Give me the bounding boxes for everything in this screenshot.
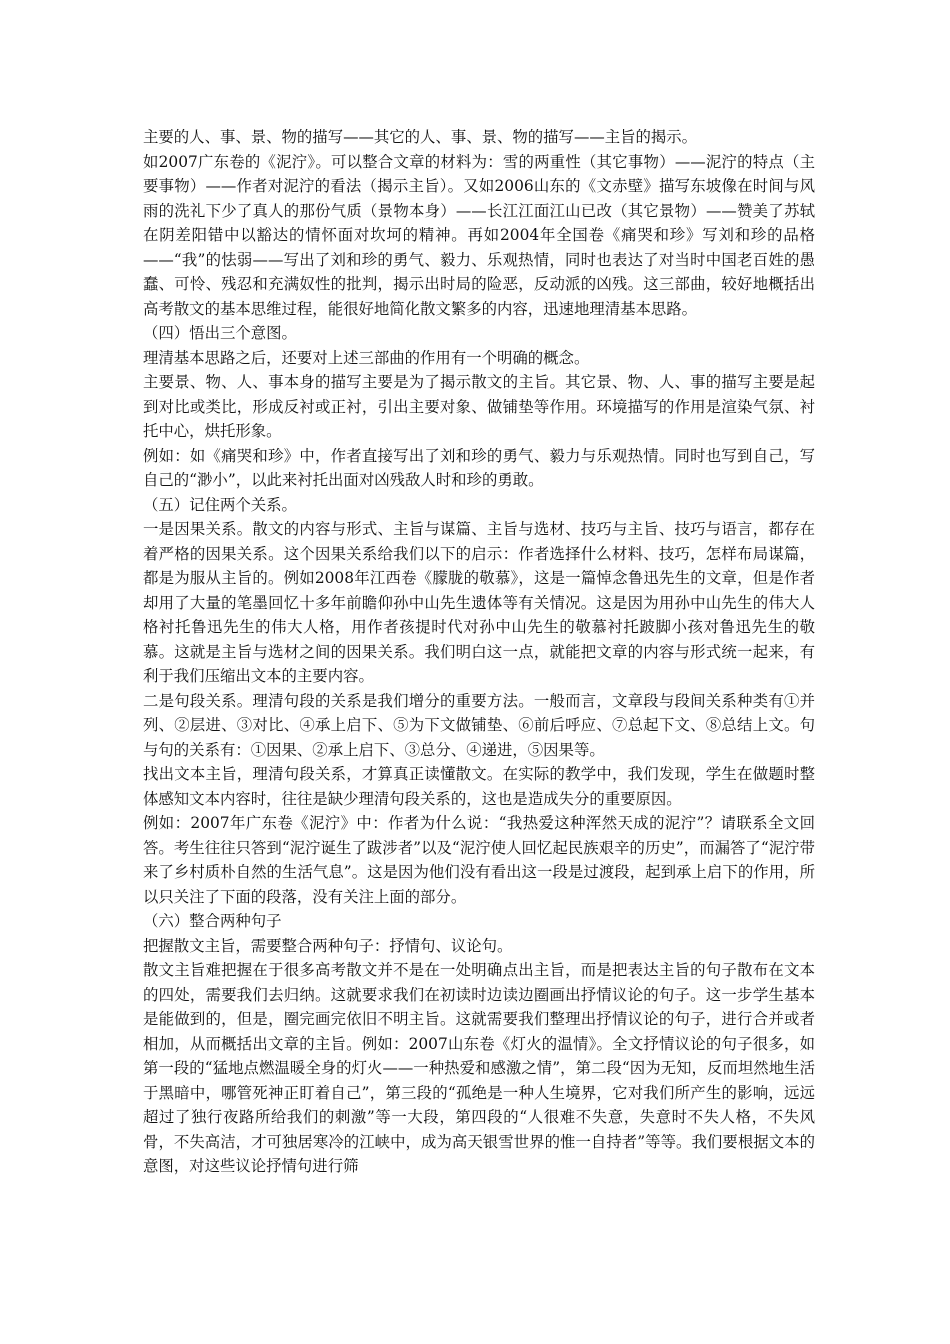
heading-section-six: （六）整合两种句子 <box>143 912 282 930</box>
paragraph-theme-integration: 散文主旨难把握在于很多高考散文并不是在一处明确点出主旨，而是把表达主旨的句子散布在文本的四处，需要我们去归纳。这就要求我们在初读时边读边圈画出抒情议论的句子。这一步学生基本是能做到的，但是，圈完画完依旧不明主旨。这就需要我们整理出抒情议论的句子，进行合并或者相加，从而概括出文章的主旨。例如：2007山东卷《灯火的温情》。全文抒情议论的句子很多，如第一段的“猛地点燃温暖全身的灯火——一种热爱和感激之情”，第二段“因为无知，反而坦然地生活于黑暗中，哪管死神正盯着自己”，第三段的“孤绝是一种人生境界，它对我们所产生的影响，远远超过了独行夜路所给我们的刺激”等一大段，第四段的“人很难不失意，失意时不失人格，不失风骨，不失高洁，才可独居寒冷的江峡中，成为高天银雪世界的惟一自持者”等等。我们要根据文本的意图，对这些议论抒情句进行筛 <box>143 961 815 1175</box>
heading-section-four: （四）悟出三个意图。 <box>143 324 297 342</box>
paragraph-structure-summary: 主要的人、事、景、物的描写——其它的人、事、景、物的描写——主旨的揭示。 <box>143 128 698 146</box>
paragraph-intro-six: 把握散文主旨，需要整合两种句子：抒情句、议论句。 <box>143 936 513 955</box>
document-body <box>143 125 815 1179</box>
heading-section-five: （五）记住两个关系。 <box>143 495 297 514</box>
paragraph-intro-four: 理清基本思路之后，还要对上述三部曲的作用有一个明确的概念。 <box>143 348 590 367</box>
paragraph-reading-advice: 找出文本主旨，理清句段关系，才算真正读懂散文。在实际的教学中，我们发现，学生在做题时整体感知文本内容时，往往是缺少理清句段关系的，这也是造成失分的重要原因。 <box>143 765 815 808</box>
paragraph-examples: 如2007广东卷的《泥泞》。可以整合文章的材料为：雪的两重性（其它事物）——泥泞的特点（主要事物）——作者对泥泞的看法（揭示主旨）。又如2006山东的《文赤壁》描写东坡像在时间与风雨的洗礼下少了真人的那份气质（景物本身）——长江江面江山已改（其它景物）——赞美了苏轼在阴差阳错中以豁达的情怀面对坎坷的精神。再如2004年全国卷《痛哭和珍》写刘和珍的品格——“我”的怯弱——写出了刘和珍的勇气、毅力、乐观热情，同时也表达了对当时中国老百姓的愚蠢、可怜、残忍和充满奴性的批判，揭示出时局的险恶，反动派的凶残。这三部曲，较好地概括出高考散文的基本思维过程，能很好地简化散文繁多的内容，迅速地理清基本思路。 <box>143 152 815 318</box>
paragraph-causal-relation: 一是因果关系。散文的内容与形式、主旨与谋篇、主旨与选材、技巧与主旨、技巧与语言，都存在着严格的因果关系。这个因果关系给我们以下的启示：作者选择什么材料、技巧，怎样布局谋篇，都是为服从主旨的。例如2008年江西卷《朦胧的敬慕》，这是一篇悼念鲁迅先生的文章，但是作者却用了大量的笔墨回忆十多年前瞻仰孙中山先生遗体等有关情况。这是因为用孙中山先生的伟大人格衬托鲁迅先生的伟大人格，用作者孩提时代对孙中山先生的敬慕衬托跛脚小孩对鲁迅先生的敬慕。这就是主旨与选材之间的因果关系。我们明白这一点，就能把文章的内容与形式统一起来，有利于我们压缩出文本的主要内容。 <box>143 520 815 685</box>
paragraph-example-five: 例如：2007年广东卷《泥泞》中：作者为什么说：“我热爱这种浑然天成的泥泞”？请联系全文回答。考生往往只答到“泥泞诞生了跋涉者”以及“泥泞使人回忆起民族艰辛的历史”，而漏答了“泥泞带来了乡村质朴自然的生活气息”。这是因为他们没有看出这一段是过渡段，起到承上启下的作用，所以只关注了下面的段落，没有关注上面的部分。 <box>143 814 815 906</box>
paragraph-description-roles: 主要景、物、人、事本身的描写主要是为了揭示散文的主旨。其它景、物、人、事的描写主要是起到对比或类比，形成反衬或正衬，引出主要对象、做铺垫等作用。环境描写的作用是渲染气氛、衬托中心，烘托形象。 <box>143 373 815 440</box>
paragraph-sentence-relation: 二是句段关系。理清句段的关系是我们增分的重要方法。一般而言，文章段与段间关系种类有①并列、②层进、③对比、④承上启下、⑤为下文做铺垫、⑥前后呼应、⑦总起下文、⑧总结上文。句与句的关系有：①因果、②承上启下、③总分、④递进，⑤因果等。 <box>143 691 815 759</box>
paragraph-example-four: 例如：如《痛哭和珍》中，作者直接写出了刘和珍的勇气、毅力与乐观热情。同时也写到自己，写自己的“渺小”，以此来衬托出面对凶残敌人时和珍的勇敢。 <box>143 446 815 489</box>
